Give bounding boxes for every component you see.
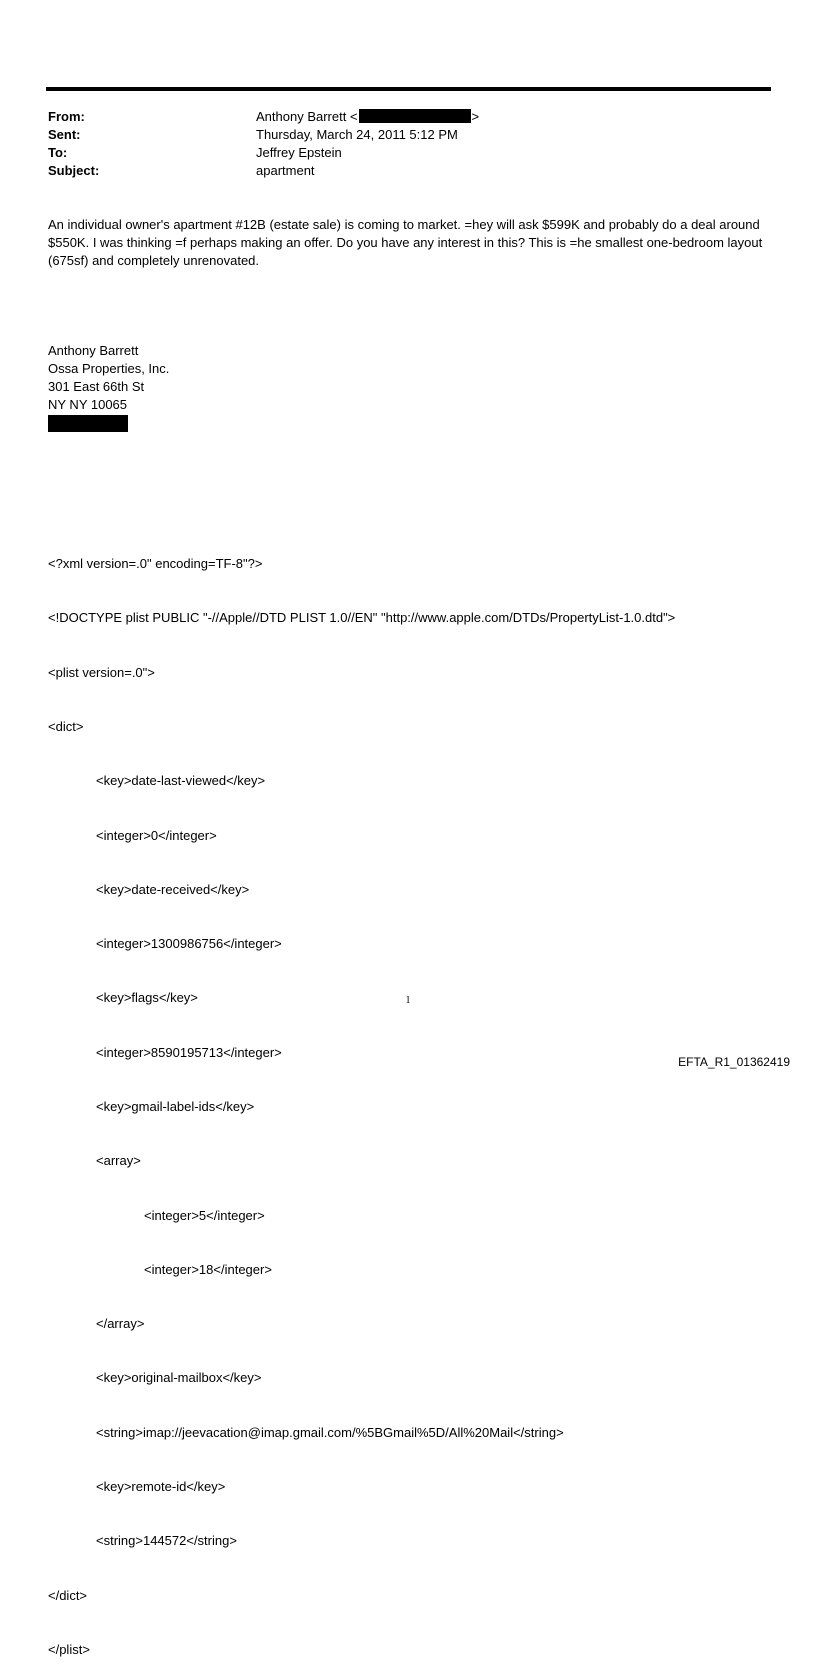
xml-line: <integer>18</integer> [144,1261,272,1277]
xml-line: <string>imap://jeevacation@imap.gmail.com/%5BGmail%5D/All%20Mail</string> [96,1424,564,1440]
xml-line: </dict> [48,1587,88,1603]
from-label: From: [48,109,85,124]
xml-line: <array> [96,1153,141,1169]
xml-line: <integer>5</integer> [144,1207,265,1223]
xml-line: <key>date-received</key> [96,881,250,897]
xml-line: <!DOCTYPE plist PUBLIC "-//Apple//DTD PLIST 1.0//EN" "http://www.apple.com/DTDs/PropertyList-1.0.dtd"> [48,610,676,626]
xml-line: </array> [96,1316,145,1332]
xml-line: <?xml version=.0" encoding=TF-8"?> [48,556,263,572]
xml-line: <key>original-mailbox</key> [96,1370,262,1386]
page-number: 1 [405,995,411,1006]
xml-line: <key>date-last-viewed</key> [96,773,266,789]
subject-value: apartment [256,163,315,178]
signature-company: Ossa Properties, Inc. [48,361,170,376]
sent-value: Thursday, March 24, 2011 5:12 PM [256,127,458,142]
header-rule [46,87,771,91]
sent-label: Sent: [48,127,81,142]
signature-name: Anthony Barrett [48,343,139,358]
xml-line: <integer>0</integer> [96,827,217,843]
redacted-email [359,109,471,123]
signature-street: 301 East 66th St [48,379,145,394]
from-name: Anthony Barrett < [256,109,358,124]
xml-line: <key>flags</key> [96,990,198,1006]
from-value [256,108,479,126]
redacted-phone [48,415,128,432]
xml-line: <string>144572</string> [96,1533,237,1549]
xml-line: <dict> [48,719,84,735]
document-id: EFTA_R1_01362419 [678,1055,790,1069]
xml-line: <integer>8590195713</integer> [96,1044,282,1060]
xml-line: <key>gmail-label-ids</key> [96,1099,255,1114]
to-label: To: [48,145,68,160]
xml-line: <key>remote-id</key> [96,1478,226,1494]
xml-line: </plist> [48,1641,90,1657]
from-close: > [471,109,480,124]
xml-plist-block [48,519,675,1677]
subject-label: Subject: [48,163,100,178]
xml-line: <plist version=.0"> [48,664,155,680]
signature-city: NY NY 10065 [48,397,128,412]
to-value: Jeffrey Epstein [256,145,342,160]
signature [48,342,169,432]
xml-line: <integer>1300986756</integer> [96,936,282,952]
email-body: An individual owner's apartment #12B (estate sale) is coming to market. =hey will ask $599K and probably do a deal around $550K. I was thinking =f perhaps making an offer. Do you have any interest in this? This is =he smallest one-bedroom layout (675sf) and completely unrenovated. [48,217,763,268]
